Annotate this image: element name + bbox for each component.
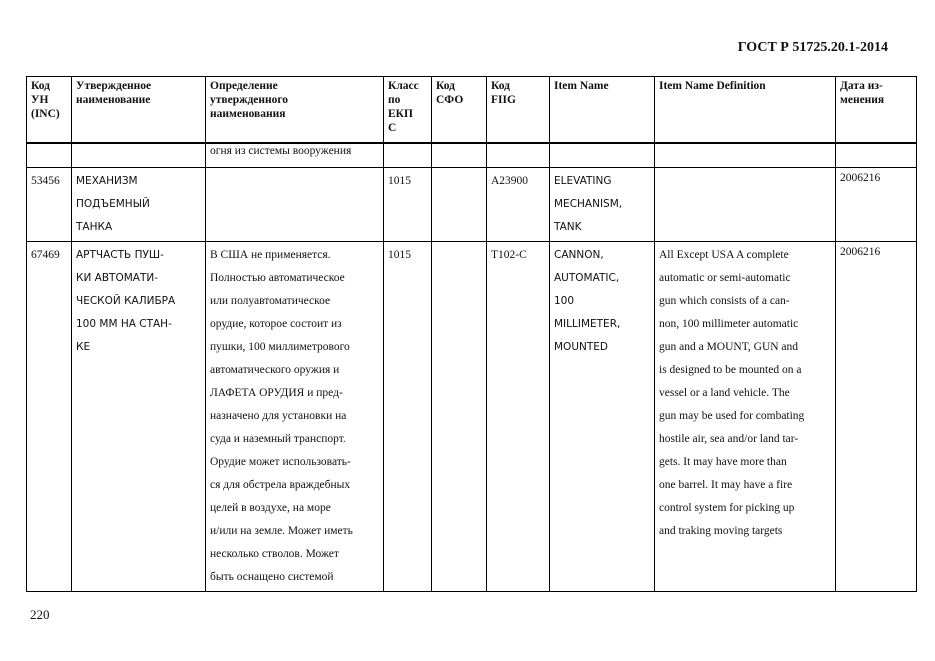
cell-item-definition <box>655 168 836 242</box>
cell-date: 2006216 <box>836 168 917 242</box>
col-header-change-date: Дата из- менения <box>836 77 917 144</box>
table-header-row <box>27 77 917 144</box>
cell-definition <box>206 168 384 242</box>
col-header-item-name: Item Name <box>550 77 655 144</box>
cell-fiig: T102-C <box>487 242 550 592</box>
cell-sfo <box>432 242 487 592</box>
cell-item-name: ELEVATING MECHANISM, TANK <box>550 168 655 242</box>
cell-inc: 67469 <box>27 242 72 592</box>
document-standard-code: ГОСТ Р 51725.20.1-2014 <box>737 40 888 55</box>
cell-class: 1015 <box>384 242 432 592</box>
cell-definition: огня из системы вооружения <box>206 143 384 168</box>
page-number: 220 <box>30 607 50 622</box>
cell-fiig: A23900 <box>487 168 550 242</box>
col-header-approved-name: Утвержденное наименование <box>72 77 206 144</box>
col-header-class: Класс по ЕКП С <box>384 77 432 144</box>
col-header-fiig: Код FIIG <box>487 77 550 144</box>
col-header-inc: Код УН (INC) <box>27 77 72 144</box>
cell-inc <box>27 143 72 168</box>
cell-name: АРТЧАСТЬ ПУШ- КИ АВТОМАТИ- ЧЕСКОЙ КАЛИБРА 100 ММ НА СТАН- КЕ <box>72 242 206 592</box>
cell-inc: 53456 <box>27 168 72 242</box>
col-header-sfo: Код СФО <box>432 77 487 144</box>
table-row <box>27 168 917 242</box>
col-header-definition: Определение утвержденного наименования <box>206 77 384 144</box>
cell-item-definition: All Except USA A complete automatic or semi-automatic gun which consists of a can- non, 100 millimeter automatic gun and a MOUNT, GUN and is designed to be mounted on a vessel or a land vehicle. The gun may be used for combating hostile air, sea and/or land tar- gets. It may have more than one barrel. It may have a fire control system for picking up and traking moving targets <box>655 242 836 592</box>
cell-sfo <box>432 168 487 242</box>
table-row <box>27 242 917 592</box>
nomenclature-table <box>26 76 917 592</box>
cell-name <box>72 143 206 168</box>
cell-definition: В США не применяется. Полностью автоматическое или полуавтоматическое орудие, которое состоит из пушки, 100 миллиметрового автоматического оружия и ЛАФЕТА ОРУДИЯ и пред- назначено для установки на суда и наземный транспорт. Орудие может использовать- ся для обстрела враждебных целей в воздухе, на море и/или на земле. Может иметь несколько стволов. Может быть оснащено системой <box>206 242 384 592</box>
cell-item-name: CANNON, AUTOMATIC, 100 MILLIMETER, MOUNTED <box>550 242 655 592</box>
cell-fiig <box>487 143 550 168</box>
cell-item-name <box>550 143 655 168</box>
cell-class <box>384 143 432 168</box>
cell-sfo <box>432 143 487 168</box>
cell-item-definition <box>655 143 836 168</box>
cell-date <box>836 143 917 168</box>
cell-name: МЕХАНИЗМ ПОДЪЕМНЫЙ ТАНКА <box>72 168 206 242</box>
cell-class: 1015 <box>384 168 432 242</box>
table-row-continuation <box>27 143 917 168</box>
cell-date: 2006216 <box>836 242 917 592</box>
col-header-item-definition: Item Name Definition <box>655 77 836 144</box>
